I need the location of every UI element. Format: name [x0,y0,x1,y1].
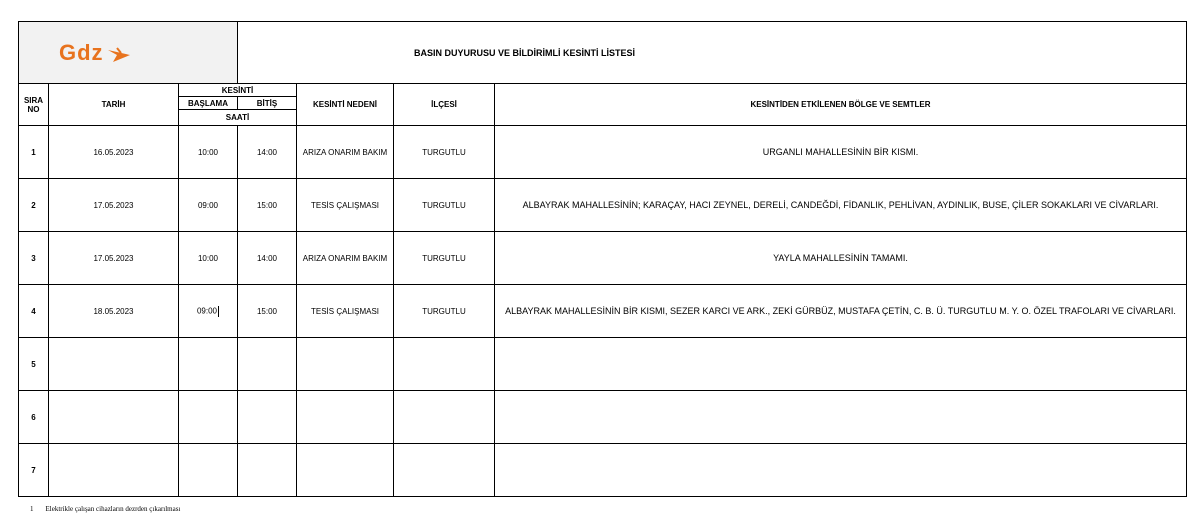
row-ilce: TURGUTLU [394,179,495,232]
row-bitis: 15:00 [238,285,297,338]
row-bolge [495,338,1187,391]
row-ilce: TURGUTLU [394,285,495,338]
row-baslama [179,444,238,497]
row-bolge: ALBAYRAK MAHALLESİNİN; KARAÇAY, HACI ZEYNEL, DERELİ, CANDEĞDİ, FİDANLIK, PEHLİVAN, AYDINLIK, BUSE, ÇİLER SOKAKLARI VE CİVARLARI. [495,179,1187,232]
row-baslama [179,338,238,391]
row-ilce [394,391,495,444]
row-bitis: 14:00 [238,232,297,285]
footnote [30,505,180,513]
row-tarih [49,391,179,444]
row-bitis [238,444,297,497]
header-baslama: BAŞLAMA [179,97,238,110]
row-no: 7 [19,444,49,497]
row-bitis: 15:00 [238,179,297,232]
row-bolge [495,391,1187,444]
row-bolge: URGANLI MAHALLESİNİN BİR KISMI. [495,126,1187,179]
row-bitis [238,391,297,444]
text-cursor [218,306,219,317]
row-neden: TESİS ÇALIŞMASI [297,285,394,338]
row-neden [297,444,394,497]
header-bitis: BİTİŞ [238,97,297,110]
row-bolge: ALBAYRAK MAHALLESİNİN BİR KISMI, SEZER KARCI VE ARK., ZEKİ GÜRBÜZ, MUSTAFA ÇETİN, C. B. Ü. TURGUTLU M. Y. O. ÖZEL TRAFOLARI VE CİVARLARI. [495,285,1187,338]
row-baslama[interactable]: 09:00 [196,306,218,316]
table-row [19,338,1187,391]
row-bitis: 14:00 [238,126,297,179]
row-baslama: 10:00 [179,126,238,179]
row-baslama-cell[interactable] [179,285,238,338]
row-neden [297,391,394,444]
gdz-arrow-icon [107,47,131,63]
row-bolge: YAYLA MAHALLESİNİN TAMAMI. [495,232,1187,285]
row-baslama: 09:00 [179,179,238,232]
logo-cell [19,22,238,84]
row-bolge [495,444,1187,497]
header-kesinti: KESİNTİ [179,84,297,97]
row-no: 5 [19,338,49,391]
table-row [19,126,1187,179]
header-kesinti-nedeni: KESİNTİ NEDENİ [297,84,394,126]
table-row [19,444,1187,497]
brand-logo: Gdz [59,39,104,65]
table-row [19,285,1187,338]
row-ilce: TURGUTLU [394,232,495,285]
row-no: 6 [19,391,49,444]
row-tarih [49,444,179,497]
row-ilce: TURGUTLU [394,126,495,179]
row-tarih: 17.05.2023 [49,232,179,285]
header-bolge: KESİNTİDEN ETKİLENEN BÖLGE VE SEMTLER [495,84,1187,126]
row-tarih [49,338,179,391]
title-row [19,22,1187,84]
row-no: 1 [19,126,49,179]
table-row [19,179,1187,232]
header-ilcesi: İLÇESİ [394,84,495,126]
row-tarih: 16.05.2023 [49,126,179,179]
row-baslama: 10:00 [179,232,238,285]
header-row-1 [19,84,1187,97]
row-bitis [238,338,297,391]
row-tarih: 17.05.2023 [49,179,179,232]
table-row [19,391,1187,444]
row-neden: ARIZA ONARIM BAKIM [297,232,394,285]
row-no: 2 [19,179,49,232]
document-title: BASIN DUYURUSU VE BİLDİRİMLİ KESİNTİ LİSTESİ [238,22,1187,84]
row-ilce [394,444,495,497]
table-row [19,232,1187,285]
header-saati: SAATİ [179,110,297,126]
row-no: 3 [19,232,49,285]
row-no: 4 [19,285,49,338]
row-neden: TESİS ÇALIŞMASI [297,179,394,232]
row-neden [297,338,394,391]
outage-table [18,21,1187,497]
footnote-number: 1 [30,505,34,513]
footnote-text: Elektrikle çalışan cihazların dezrden çıkarılması [45,505,181,513]
row-neden: ARIZA ONARIM BAKIM [297,126,394,179]
row-ilce [394,338,495,391]
header-sira-no: SIRA NO [19,84,49,126]
header-tarih: TARİH [49,84,179,126]
row-baslama [179,391,238,444]
row-tarih: 18.05.2023 [49,285,179,338]
